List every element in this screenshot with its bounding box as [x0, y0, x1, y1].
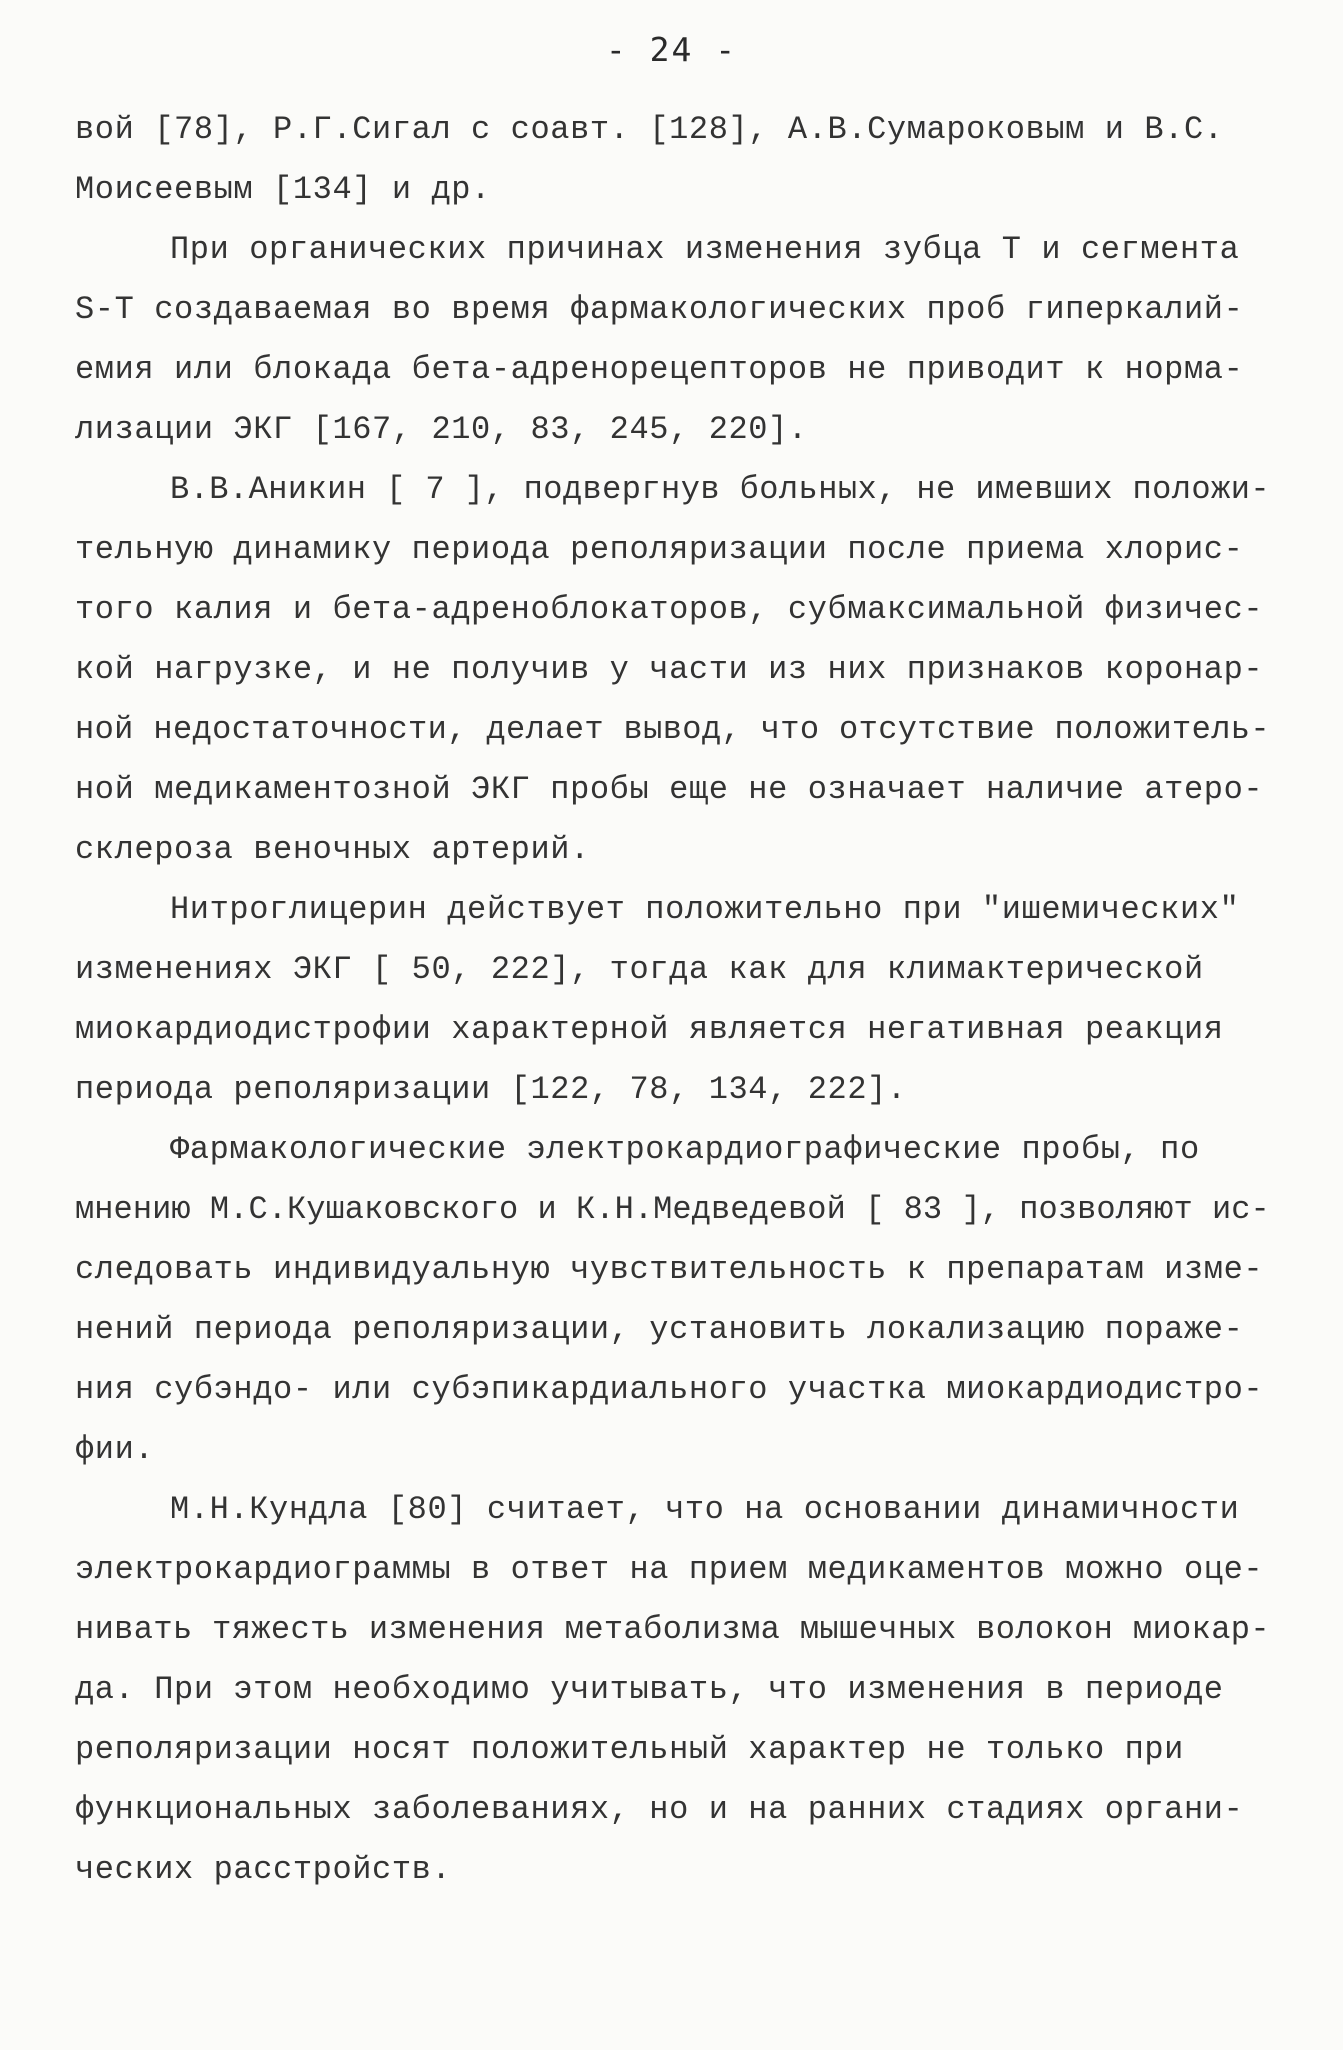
- text-line: кой нагрузке, и не получив у части из них признаков коронар-: [75, 651, 1264, 688]
- text-line: М.Н.Кундла [80] считает, что на основании динамичности: [170, 1491, 1240, 1528]
- text-line: мнению М.С.Кушаковского и К.Н.Медведевой [ 83 ], позволяют ис-: [75, 1191, 1270, 1228]
- text-line: лизации ЭКГ [167, 210, 83, 245, 220].: [75, 411, 808, 448]
- text-line: функциональных заболеваниях, но и на ранних стадиях органи-: [75, 1791, 1244, 1828]
- text-line: нивать тяжесть изменения метаболизма мышечных волокон миокар-: [75, 1611, 1270, 1648]
- text-line: миокардиодистрофии характерной является негативная реакция: [75, 1011, 1224, 1048]
- text-line: В.В.Аникин [ 7 ], подвергнув больных, не имевших положи-: [170, 471, 1270, 508]
- text-line: вой [78], Р.Г.Сигал с соавт. [128], А.В.Сумароковым и В.С.: [75, 111, 1224, 148]
- text-line: При органических причинах изменения зубца Т и сегмента: [170, 231, 1240, 268]
- text-line: тельную динамику периода реполяризации после приема хлорис-: [75, 531, 1244, 568]
- text-line: Моисеевым [134] и др.: [75, 171, 491, 208]
- text-line: склероза веночных артерий.: [75, 831, 590, 868]
- text-line: изменениях ЭКГ [ 50, 222], тогда как для климактерической: [75, 951, 1204, 988]
- text-line: ной недостаточности, делает вывод, что отсутствие положитель-: [75, 711, 1270, 748]
- text-line: ческих расстройств.: [75, 1851, 452, 1888]
- text-line: S-Т создаваемая во время фармакологических проб гиперкалий-: [75, 291, 1244, 328]
- text-line: ной медикаментозной ЭКГ пробы еще не означает наличие атеро-: [75, 771, 1264, 808]
- page-number: - 24 -: [605, 30, 738, 69]
- text-line: нений периода реполяризации, установить локализацию пораже-: [75, 1311, 1244, 1348]
- text-line: да. При этом необходимо учитывать, что изменения в периоде: [75, 1671, 1224, 1708]
- text-line: реполяризации носят положительный характер не только при: [75, 1731, 1184, 1768]
- text-line: электрокардиограммы в ответ на прием медикаментов можно оце-: [75, 1551, 1264, 1588]
- text-line: того калия и бета-адреноблокаторов, субмаксимальной физичес-: [75, 591, 1264, 628]
- text-line: фии.: [75, 1431, 155, 1468]
- body-text: [75, 100, 1275, 1900]
- text-line: следовать индивидуальную чувствительность к препаратам изме-: [75, 1251, 1264, 1288]
- text-line: периода реполяризации [122, 78, 134, 222].: [75, 1071, 907, 1108]
- text-line: емия или блокада бета-адренорецепторов не приводит к норма-: [75, 351, 1244, 388]
- text-line: Нитроглицерин действует положительно при "ишемических": [170, 891, 1240, 928]
- text-line: ния субэндо- или субэпикардиального участка миокардиодистро-: [75, 1371, 1264, 1408]
- text-line: Фармакологические электрокардиографические пробы, по: [170, 1131, 1200, 1168]
